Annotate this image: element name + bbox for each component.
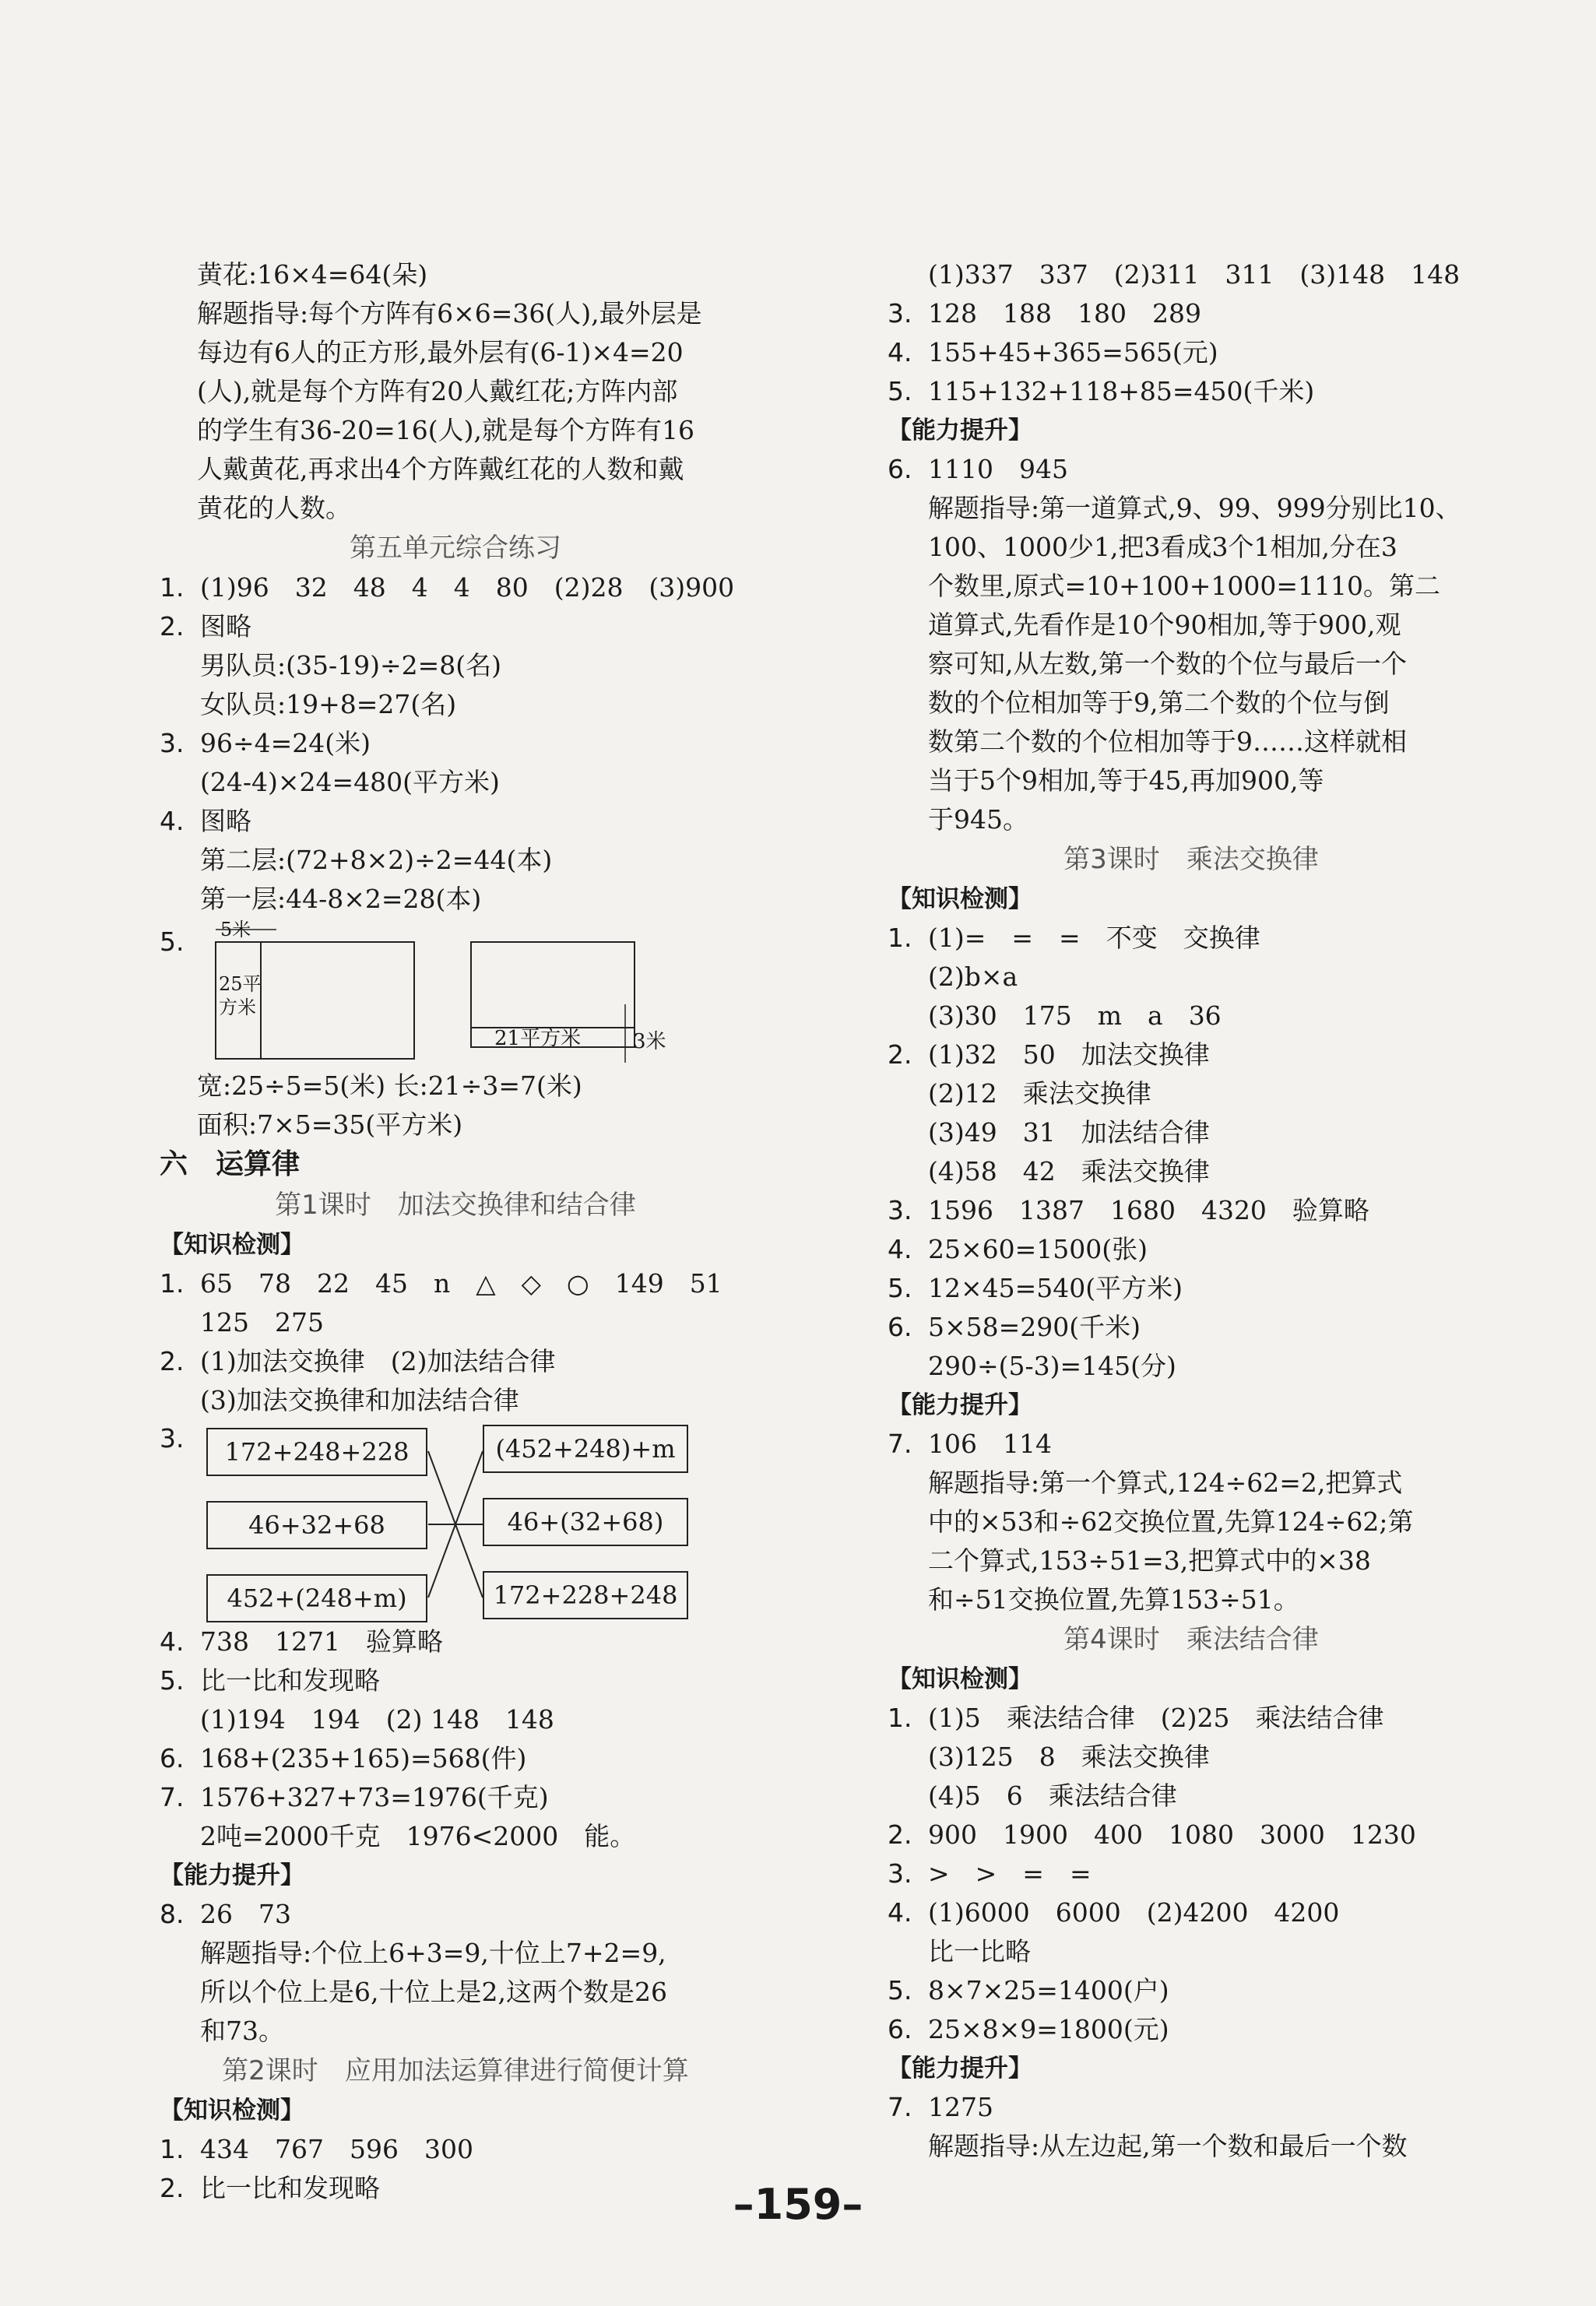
answer-text: (24-4)×24=480(平方米)	[200, 767, 500, 797]
answer-line	[888, 2010, 1495, 2049]
answer-text: 5×58=290(千米)	[928, 1312, 1141, 1342]
answer-line	[160, 1264, 751, 1303]
text-line: 的学生有36-20=16(人),就是每个方阵有16	[197, 415, 695, 445]
question-7b	[888, 2088, 1495, 2166]
answer-line	[160, 1661, 751, 1700]
answer-text: 900 1900 400 1080 3000 1230	[928, 1819, 1416, 1850]
question-number: 7.	[888, 2092, 912, 2122]
answer-line	[160, 646, 751, 685]
answer-line	[888, 1113, 1495, 1152]
answer-line	[888, 1074, 1495, 1113]
ability-header-r1: 【能力提升】	[888, 417, 1032, 445]
answer-line	[888, 1893, 1495, 1932]
answer-text: 1110 945	[928, 454, 1068, 484]
ability-header: 【能力提升】	[160, 1861, 304, 1889]
answer-text: 115+132+118+85=450(千米)	[928, 376, 1315, 406]
answer-line	[160, 1973, 751, 2012]
answer-text: 数第二个数的个位相加等于9……这样就相	[928, 726, 1407, 757]
answer-line	[888, 255, 1495, 294]
answer-text: 290÷(5-3)=145(分)	[928, 1351, 1176, 1381]
answer-line	[888, 1816, 1495, 1854]
answer-text: 中的×53和÷62交换位置,先算124÷62;第	[928, 1506, 1414, 1537]
lesson-2-title: 第2课时 应用加法运算律进行简便计算	[222, 2055, 689, 2086]
question-number: 1.	[888, 923, 912, 953]
answer-line	[160, 568, 751, 607]
answer-line	[888, 567, 1495, 606]
question-number: 3.	[888, 1195, 912, 1225]
answer-text: 所以个位上是6,十位上是2,这两个数是26	[200, 1977, 667, 2007]
answer-line	[160, 1700, 751, 1739]
answer-text: 解题指导:第一道算式,9、99、999分别比10、	[928, 493, 1461, 523]
question-number: 3.	[888, 1858, 912, 1889]
answer-text: > > = =	[928, 1858, 1092, 1889]
question-number: 4.	[888, 1234, 912, 1264]
left-expression-3: 452+(248+m)	[206, 1574, 427, 1622]
answer-text: 解题指导:第一个算式,124÷62=2,把算式	[928, 1468, 1403, 1498]
answer-line	[888, 1777, 1495, 1816]
question-number: 4.	[888, 1897, 912, 1928]
answer-text: (3)30 175 m a 36	[928, 1000, 1222, 1031]
answer-text: 155+45+365=565(元)	[928, 337, 1218, 367]
answer-line	[888, 800, 1495, 839]
answer-text: (3)加法交换律和加法结合律	[200, 1385, 519, 1415]
answer-line	[888, 1464, 1495, 1503]
answer-text: 于945。	[928, 804, 1028, 835]
answer-text: (1)337 337 (2)311 311 (3)148 148	[928, 259, 1461, 290]
answer-text: 106 114	[928, 1429, 1052, 1459]
answer-line	[888, 1035, 1495, 1074]
answer-line	[160, 724, 751, 763]
knowledge-check-header-r: 【知识检测】	[888, 885, 1032, 913]
answer-line	[888, 645, 1495, 684]
answer-line	[888, 958, 1495, 997]
text-line: 黄花的人数。	[197, 493, 351, 523]
text-line: (人),就是每个方阵有20人戴红花;方阵内部	[197, 376, 678, 406]
lesson-1-ability	[160, 1895, 751, 2051]
matching-question	[160, 1420, 751, 1622]
answer-line	[888, 1580, 1495, 1619]
answer-text: 数的个位相加等于9,第二个数的个位与倒	[928, 687, 1390, 718]
answer-line	[160, 1817, 751, 1856]
answer-text: 25×60=1500(张)	[928, 1234, 1148, 1264]
answer-text: 1275	[928, 2092, 993, 2122]
answer-line	[888, 761, 1495, 800]
question-number: 4.	[160, 1626, 185, 1657]
area-label-1: 25平	[219, 973, 262, 995]
left-column	[160, 255, 751, 2208]
answer-line	[888, 489, 1495, 528]
answer-line	[888, 1152, 1495, 1191]
answer-text: (2)12 乘法交换律	[928, 1078, 1151, 1109]
answer-text: 12×45=540(平方米)	[928, 1273, 1183, 1303]
answer-line	[160, 2012, 751, 2051]
answer-text: 比一比和发现略	[200, 2173, 380, 2203]
answer-text: 125 275	[200, 1307, 324, 1338]
answer-text: 738 1271 验算略	[200, 1626, 443, 1657]
question-number: 6.	[888, 454, 912, 484]
area-label-b: 21平方米	[494, 1027, 582, 1050]
answer-line	[888, 372, 1495, 411]
answer-text: 65 78 22 45 n △ ◇ ○ 149 51	[200, 1268, 722, 1299]
height-label: 3米	[633, 1030, 666, 1053]
question-number: 1.	[888, 1703, 912, 1733]
ability-header-r2: 【能力提升】	[888, 1391, 1032, 1419]
answer-text: 二个算式,153÷51=3,把算式中的×38	[928, 1545, 1371, 1576]
question-number: 3.	[160, 1423, 185, 1454]
answer-line	[888, 1308, 1495, 1347]
question-number: 1.	[160, 1268, 185, 1299]
text-line: 面积:7×5=35(平方米)	[197, 1109, 463, 1140]
answer-text: 解题指导:个位上6+3=9,十位上7+2=9,	[200, 1938, 666, 1968]
answer-line	[888, 684, 1495, 722]
review-title: 第五单元综合练习	[350, 533, 561, 564]
answer-text: 25×8×9=1800(元)	[928, 2014, 1169, 2044]
answer-text: 比一比略	[928, 1936, 1031, 1967]
answer-line	[888, 1347, 1495, 1386]
answer-line	[160, 1622, 751, 1661]
right-expression-3: 172+228+248	[483, 1571, 688, 1619]
answer-line	[888, 1191, 1495, 1230]
right-expression-1: (452+248)+m	[483, 1425, 688, 1473]
answer-text: (3)125 8 乘法交换律	[928, 1742, 1210, 1772]
answer-text: 96÷4=24(米)	[200, 728, 371, 758]
answer-text: (1)32 50 加法交换律	[928, 1039, 1210, 1070]
answer-line	[888, 294, 1495, 333]
answer-line	[160, 607, 751, 646]
answer-line	[888, 606, 1495, 645]
answer-text: 和÷51交换位置,先算153÷51。	[928, 1584, 1299, 1615]
question-number: 2.	[160, 2173, 185, 2203]
question-7	[888, 1425, 1495, 1619]
answer-text: (3)49 31 加法结合律	[928, 1117, 1210, 1148]
answer-text: 图略	[200, 611, 251, 642]
question-number: 7.	[888, 1429, 912, 1459]
answer-text: (1)加法交换律 (2)加法结合律	[200, 1346, 556, 1376]
question-number: 5.	[888, 376, 912, 406]
answer-line	[160, 1778, 751, 1817]
answer-line	[888, 1971, 1495, 2010]
text-line: 黄花:16×4=64(朵)	[197, 259, 428, 290]
answer-line	[160, 685, 751, 724]
answer-text: (4)58 42 乘法交换律	[928, 1156, 1210, 1186]
answer-text: 1576+327+73=1976(千克)	[200, 1782, 549, 1812]
answer-text: 100、1000少1,把3看成3个1相加,分在3	[928, 532, 1397, 562]
answer-line	[160, 1381, 751, 1420]
lesson-3-title: 第3课时 乘法交换律	[1063, 844, 1319, 875]
ability-header-r3: 【能力提升】	[888, 2055, 1032, 2083]
answer-line	[888, 1699, 1495, 1738]
question-number: 5.	[160, 1665, 185, 1696]
question-number: 6.	[888, 2014, 912, 2044]
answer-text: 男队员:(35-19)÷2=8(名)	[200, 650, 502, 680]
answer-line	[888, 2127, 1495, 2166]
answer-text: (1)194 194 (2) 148 148	[200, 1704, 554, 1735]
question-number: 5.	[888, 1273, 912, 1303]
answer-line	[888, 1738, 1495, 1777]
answer-line	[160, 1739, 751, 1778]
answer-line	[888, 997, 1495, 1035]
lesson-1-answers-b	[160, 1622, 751, 1856]
question-number: 6.	[888, 1312, 912, 1342]
area-label-2: 方米	[219, 997, 256, 1018]
knowledge-check-header-r2: 【知识检测】	[888, 1665, 1032, 1693]
answer-line	[888, 1503, 1495, 1541]
question-number: 4.	[888, 337, 912, 367]
answer-text: (1)96 32 48 4 4 80 (2)28 (3)900	[200, 572, 735, 603]
left-expression-2: 46+32+68	[206, 1501, 427, 1549]
answer-text: 比一比和发现略	[200, 1665, 380, 1696]
question-number: 5.	[888, 1975, 912, 2005]
answer-line	[888, 1425, 1495, 1464]
answer-text: (2)b×a	[928, 961, 1018, 992]
left-expression-1: 172+248+228	[206, 1428, 427, 1476]
answer-text: 当于5个9相加,等于45,再加900,等	[928, 765, 1324, 796]
text-line: 解题指导:每个方阵有6×6=36(人),最外层是	[197, 298, 702, 329]
answer-line	[888, 1932, 1495, 1971]
right-top-answers	[888, 255, 1495, 411]
question-number: 2.	[160, 611, 185, 642]
answer-line	[888, 528, 1495, 567]
answer-text: 个数里,原式=10+100+1000=1110。第二	[928, 571, 1441, 601]
answer-text: 第二层:(72+8×2)÷2=44(本)	[200, 845, 553, 875]
question-number: 5.	[160, 926, 185, 957]
answer-line	[888, 1854, 1495, 1893]
question-number: 2.	[888, 1819, 912, 1850]
text-line: 宽:25÷5=5(米) 长:21÷3=7(米)	[197, 1070, 582, 1101]
answer-line	[888, 1230, 1495, 1269]
answer-text: 第一层:44-8×2=28(本)	[200, 884, 482, 914]
answer-text: 1596 1387 1680 4320 验算略	[928, 1195, 1369, 1225]
answer-text: 8×7×25=1400(户)	[928, 1975, 1169, 2005]
knowledge-check-header: 【知识检测】	[160, 1231, 304, 1259]
answer-line	[888, 2088, 1495, 2127]
answer-line	[160, 1303, 751, 1342]
answer-text: 128 188 180 289	[928, 298, 1201, 329]
knowledge-check-header-2: 【知识检测】	[160, 2097, 304, 2125]
answer-text: (4)5 6 乘法结合律	[928, 1780, 1177, 1811]
answer-line	[160, 841, 751, 880]
answer-text: 女队员:19+8=27(名)	[200, 689, 457, 719]
question-5-answers	[160, 1067, 751, 1144]
unit-title: 六 运算律	[160, 1148, 301, 1180]
answer-line	[888, 333, 1495, 372]
lesson-4-title: 第4课时 乘法结合律	[1063, 1624, 1319, 1655]
answer-line	[160, 763, 751, 802]
answer-line	[888, 722, 1495, 761]
question-number: 7.	[160, 1782, 185, 1812]
answer-text: 察可知,从左数,第一个数的个位与最后一个	[928, 649, 1407, 679]
answer-text: 2吨=2000千克 1976<2000 能。	[200, 1821, 636, 1851]
answer-text: 和73。	[200, 2016, 284, 2046]
answer-text: 解题指导:从左边起,第一个数和最后一个数	[928, 2131, 1408, 2161]
answer-line	[160, 1934, 751, 1973]
answer-text: 道算式,先看作是10个90相加,等于900,观	[928, 610, 1401, 640]
answer-line	[160, 1342, 751, 1381]
page-number: –159–	[733, 2180, 863, 2229]
answer-text: (1)= = = 不变 交换律	[928, 923, 1260, 953]
right-expression-2: 46+(32+68)	[483, 1498, 688, 1546]
question-number: 8.	[160, 1899, 185, 1929]
question-number: 6.	[160, 1743, 185, 1773]
question-5-figure	[160, 919, 751, 1067]
question-number: 1.	[160, 2134, 185, 2164]
question-number: 1.	[160, 572, 185, 603]
answer-line	[160, 1895, 751, 1934]
lesson-4-answers	[888, 1699, 1495, 2049]
lesson-1-title: 第1课时 加法交换律和结合律	[275, 1190, 636, 1221]
answer-text: 434 767 596 300	[200, 2134, 473, 2164]
question-number: 4.	[160, 806, 185, 836]
answer-text: (1)6000 6000 (2)4200 4200	[928, 1897, 1340, 1928]
lesson-1-answers	[160, 1264, 751, 1420]
question-number: 2.	[888, 1039, 912, 1070]
question-number: 2.	[160, 1346, 185, 1376]
text-line: 每边有6人的正方形,最外层有(6-1)×4=20	[197, 337, 684, 367]
answer-line	[888, 1541, 1495, 1580]
answer-line	[888, 1269, 1495, 1308]
width-label: 5米	[220, 919, 251, 940]
intro-block	[160, 255, 751, 528]
answer-text: (1)5 乘法结合律 (2)25 乘法结合律	[928, 1703, 1384, 1733]
answer-line	[888, 450, 1495, 489]
answer-line	[888, 919, 1495, 958]
answer-line	[160, 2130, 751, 2169]
right-column	[888, 255, 1495, 2166]
text-line: 人戴黄花,再求出4个方阵戴红花的人数和戴	[197, 454, 684, 484]
review-block	[160, 568, 751, 919]
question-number: 3.	[160, 728, 185, 758]
answer-line	[160, 880, 751, 919]
question-number: 3.	[888, 298, 912, 329]
lesson-3-answers	[888, 919, 1495, 1386]
answer-text: 168+(235+165)=568(件)	[200, 1743, 527, 1773]
answer-text: 图略	[200, 806, 251, 836]
answer-line	[160, 802, 751, 841]
question-6	[888, 450, 1495, 839]
answer-text: 26 73	[200, 1899, 291, 1929]
